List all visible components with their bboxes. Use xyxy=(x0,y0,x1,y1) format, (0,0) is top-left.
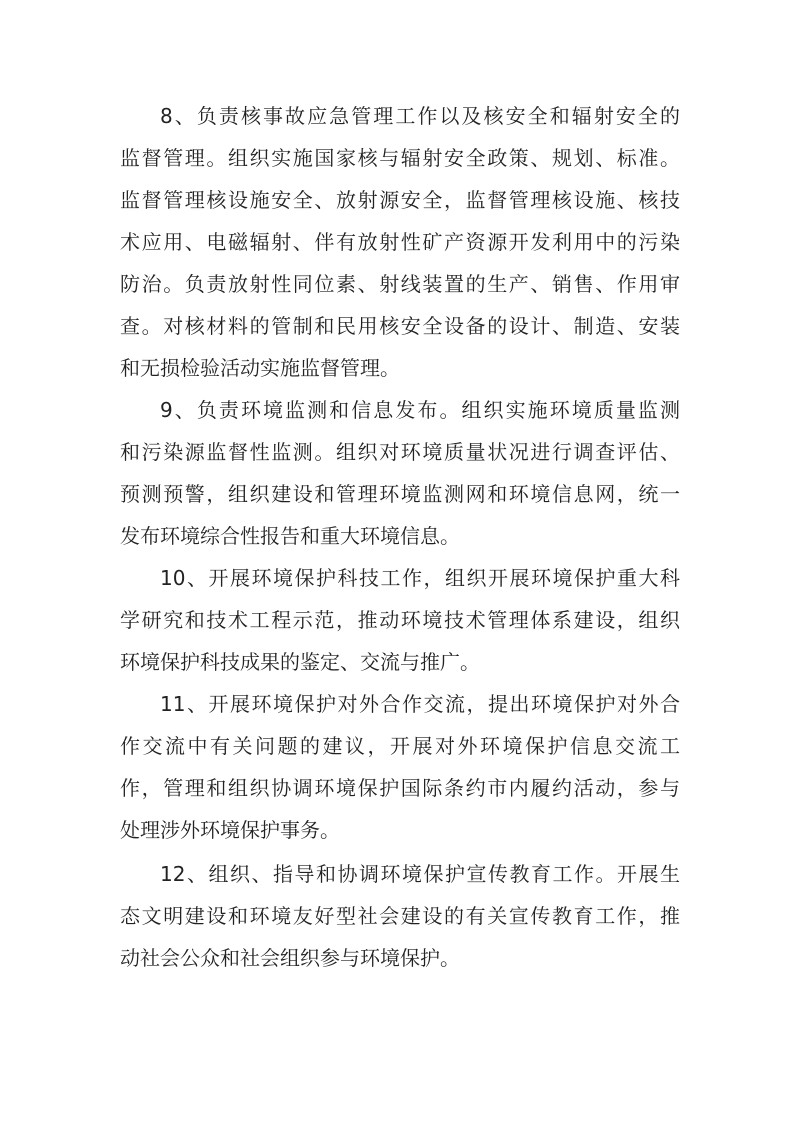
paragraph-10-line-3: 环境保护科技成果的鉴定、交流与推广。 xyxy=(120,650,480,674)
paragraph-8-line-3: 监督管理核设施安全、放射源安全，监督管理核设施、核技 xyxy=(120,188,680,212)
paragraph-9-line-3: 预测预警，组织建设和管理环境监测网和环境信息网，统一 xyxy=(120,482,680,506)
paragraph-9-line-2: 和污染源监督性监测。组织对环境质量状况进行调查评估、 xyxy=(120,440,680,464)
paragraph-11-line-3: 作，管理和组织协调环境保护国际条约市内履约活动，参与 xyxy=(120,776,680,800)
paragraph-12-line-3: 动社会公众和社会组织参与环境保护。 xyxy=(120,946,460,970)
paragraph-8-line-6: 查。对核材料的管制和民用核安全设备的设计、制造、安装 xyxy=(120,314,680,338)
paragraph-12-line-2: 态文明建设和环境友好型社会建设的有关宣传教育工作，推 xyxy=(120,904,680,928)
paragraph-8-line-4: 术应用、电磁辐射、伴有放射性矿产资源开发利用中的污染 xyxy=(120,230,680,254)
paragraph-9-line-4: 发布环境综合性报告和重大环境信息。 xyxy=(120,524,460,548)
paragraph-11-line-2: 作交流中有关问题的建议，开展对外环境保护信息交流工 xyxy=(120,734,680,758)
paragraph-9-line-1: 9、负责环境监测和信息发布。组织实施环境质量监测 xyxy=(160,398,680,422)
paragraph-11-line-1: 11、开展环境保护对外合作交流，提出环境保护对外合 xyxy=(160,692,680,716)
paragraph-10-line-2: 学研究和技术工程示范，推动环境技术管理体系建设，组织 xyxy=(120,608,680,632)
paragraph-8-line-1: 8、负责核事故应急管理工作以及核安全和辐射安全的 xyxy=(160,104,680,128)
paragraph-11-line-4: 处理涉外环境保护事务。 xyxy=(120,818,340,842)
paragraph-10-line-1: 10、开展环境保护科技工作，组织开展环境保护重大科 xyxy=(160,566,680,590)
paragraph-8-line-2: 监督管理。组织实施国家核与辐射安全政策、规划、标准。 xyxy=(120,146,680,170)
paragraph-8-line-5: 防治。负责放射性同位素、射线装置的生产、销售、作用审 xyxy=(120,272,680,296)
paragraph-12-line-1: 12、组织、指导和协调环境保护宣传教育工作。开展生 xyxy=(160,862,680,886)
paragraph-8-line-7: 和无损检验活动实施监督管理。 xyxy=(120,356,400,380)
